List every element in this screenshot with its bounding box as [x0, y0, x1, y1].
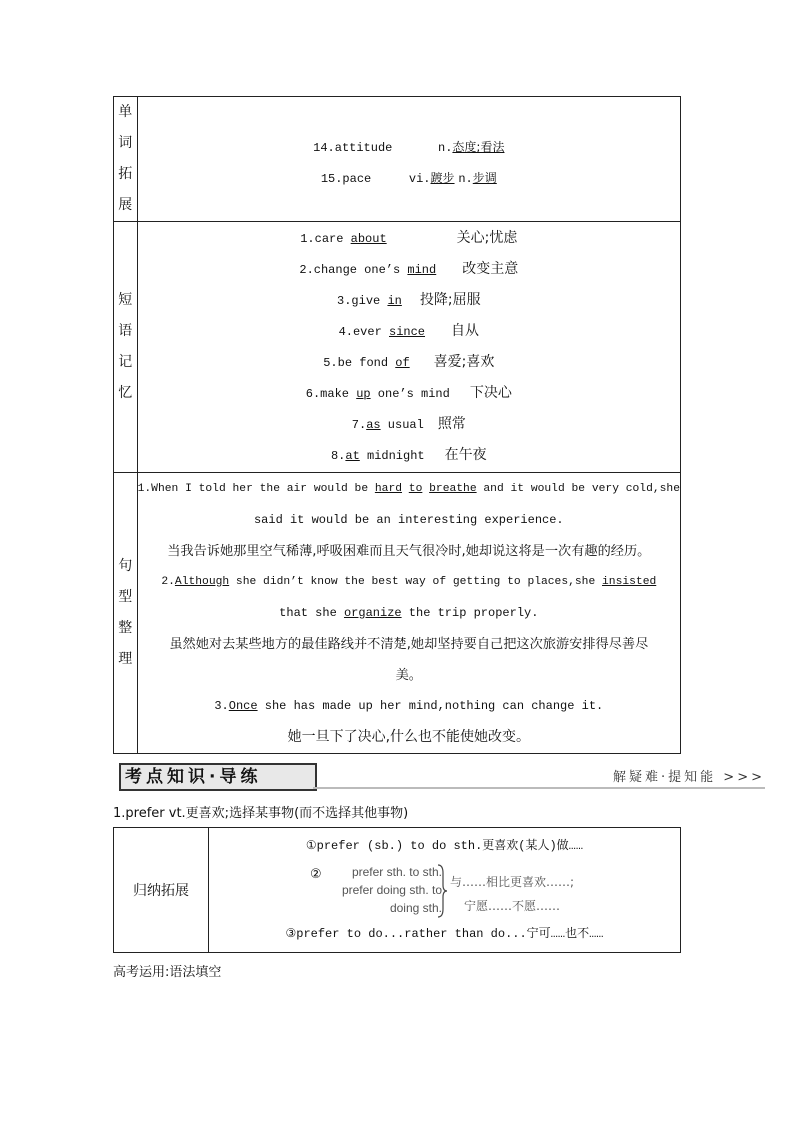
vocab-line-15: 15.pace vi.踱步 n.步调 — [320, 171, 497, 186]
sentence-label: 句 型 整 理 — [114, 473, 138, 754]
section-divider — [313, 787, 765, 789]
sentence-1-en-cont: said it would be an interesting experience. — [253, 512, 564, 527]
phrase-item: 3.give in 投降;屈服 — [337, 292, 481, 308]
summary-line-2: ② prefer sth. to sth. prefer doing sth. to doing sth. 与……相比更喜欢……; 宁愿……不愿…… — [210, 861, 679, 919]
section-header — [113, 760, 765, 790]
item-1-title: 1.prefer vt.更喜欢;选择某事物(而不选择其他事物) — [113, 806, 409, 821]
phrase-item: 5.be fond of 喜爱;喜欢 — [323, 354, 495, 370]
phrase-item: 1.care about 关心;忧虑 — [300, 230, 518, 246]
vocab-label: 单 词 拓 展 — [114, 97, 138, 222]
sentence-3-en: 3.Once she has made up her mind,nothing can change it. — [214, 698, 604, 713]
summary-label: 归纳拓展 — [114, 828, 209, 953]
phrase-content — [137, 222, 680, 473]
section-title: 考点知识·导练 — [119, 763, 317, 791]
sentence-1-en: 1.When I told her the air would be hard to breathe and it would be very cold,she — [137, 482, 680, 495]
vocab-line-14: 14.attitude n.态度;看法 — [313, 140, 505, 155]
footer-note: 高考运用:语法填空 — [113, 965, 222, 980]
summary-content — [209, 828, 681, 953]
summary-table — [113, 827, 681, 953]
phrase-item: 2.change one’s mind 改变主意 — [299, 261, 519, 277]
knowledge-table — [113, 96, 681, 754]
phrase-item: 7.as usual 照常 — [351, 416, 466, 432]
sentence-2-cn-cont: 美。 — [395, 667, 422, 683]
phrase-item: 4.ever since 自从 — [338, 323, 480, 339]
summary-line-1: ①prefer (sb.) to do sth.更喜欢(某人)做…… — [305, 839, 584, 853]
phrase-label: 短 语 记 忆 — [114, 222, 138, 473]
phrase-item: 6.make up one’s mind 下决心 — [305, 385, 512, 401]
sentence-content — [137, 473, 680, 754]
vocab-content — [137, 97, 680, 222]
sentence-3-cn: 她一旦下了决心,什么也不能使她改变。 — [287, 728, 531, 745]
sentence-2-en: 2.Although she didn’t know the best way of getting to places,she insisted — [161, 575, 657, 588]
curly-brace-icon — [436, 863, 448, 919]
sentence-2-cn: 虽然她对去某些地方的最佳路线并不清楚,她却坚持要自己把这次旅游安排得尽善尽 — [169, 636, 649, 652]
sentence-1-cn: 当我告诉她那里空气稀薄,呼吸困难而且天气很冷时,她却说这将是一次有趣的经历。 — [167, 543, 651, 559]
prefer-options: prefer sth. to sth. prefer doing sth. to doing sth. — [341, 865, 442, 915]
phrase-item: 8.at midnight 在午夜 — [330, 447, 487, 463]
section-subtitle: 解疑难·提知能 >>> — [613, 770, 765, 785]
summary-line-3: ③prefer to do...rather than do...宁可……也不…… — [285, 927, 604, 941]
sentence-2-en-cont: that she organize the trip properly. — [279, 605, 539, 620]
